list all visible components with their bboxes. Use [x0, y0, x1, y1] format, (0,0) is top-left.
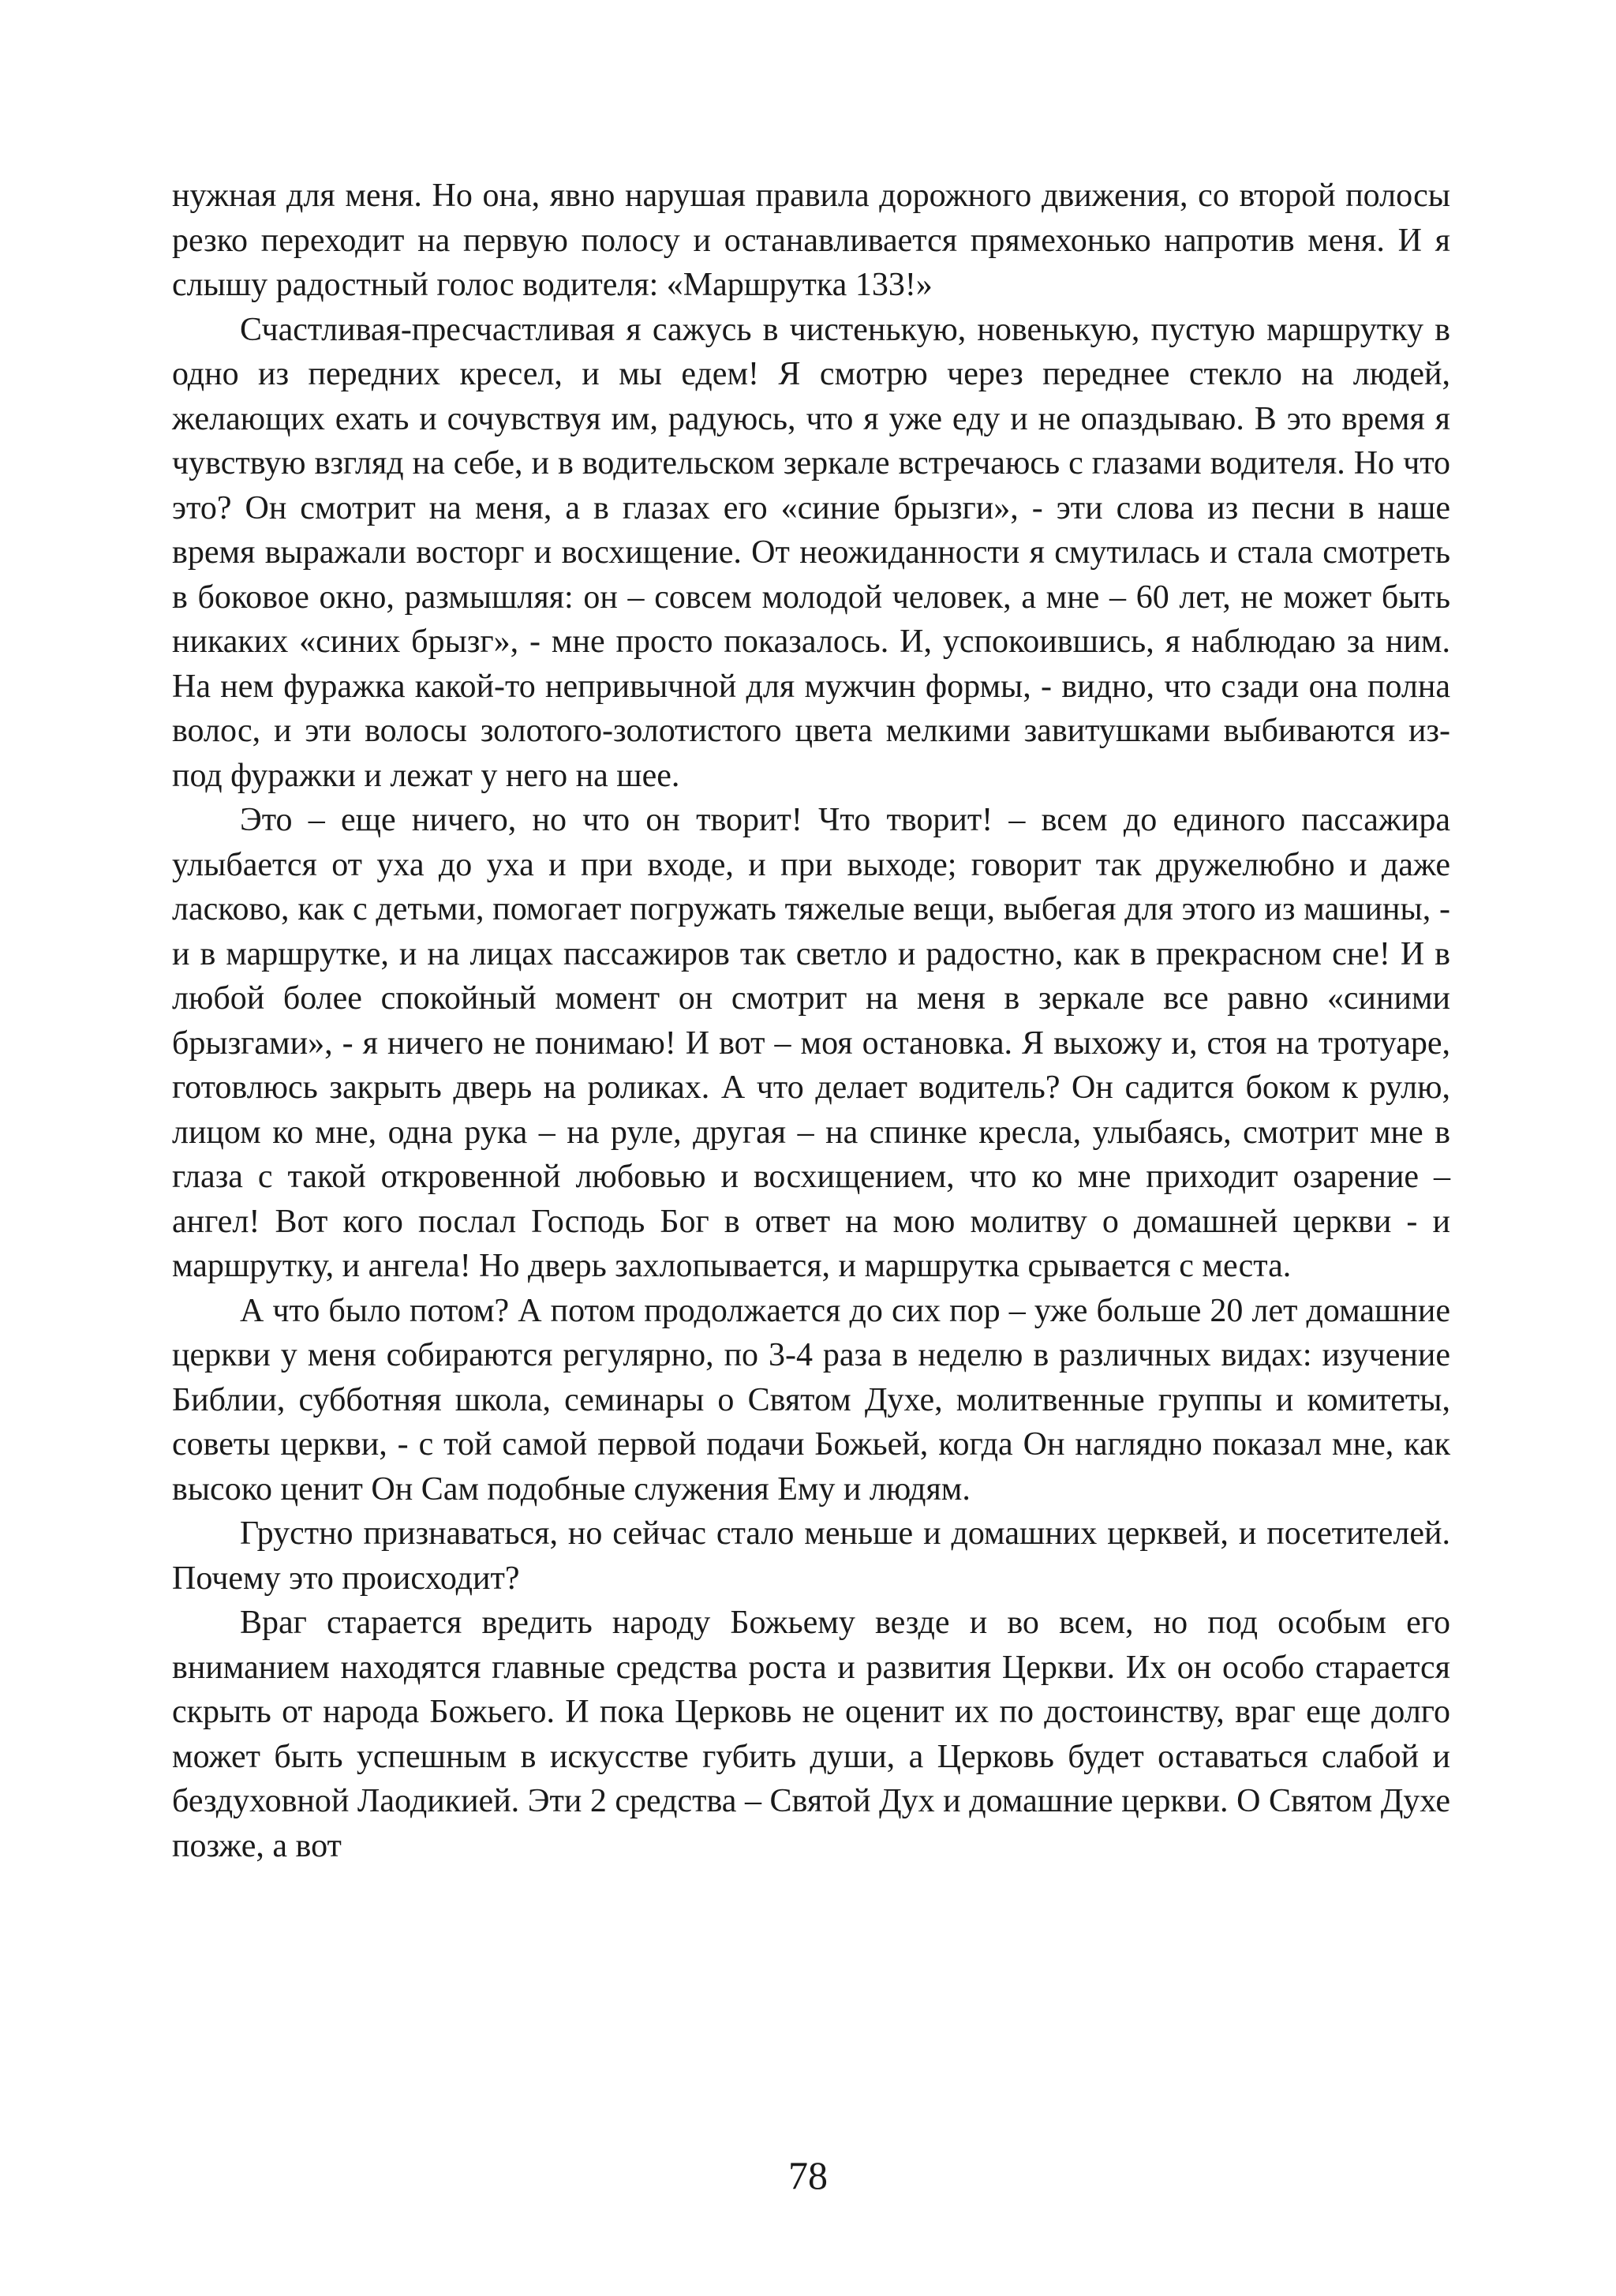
paragraph-2: Счастливая-пресчастливая я сажусь в чистенькую, новенькую, пустую маршрутку в одно из передних кресел, и мы едем! Я смотрю через переднее стекло на людей, желающих ехать и сочувствуя им, радуюсь, что я уже еду и не опаздываю. В это время я чувствую взгляд на себе, и в водительском зеркале встречаюсь с глазами водителя. Но что это? Он смотрит на меня, а в глазах его «синие брызги», - эти слова из песни в наше время выражали восторг и восхищение. От неожиданности я смутилась и стала смотреть в боковое окно, размышляя: он – совсем молодой человек, а мне – 60 лет, не может быть никаких «синих брызг», - мне просто показалось. И, успокоившись, я наблюдаю за ним. На нем фуражка какой-то непривычной для мужчин формы, - видно, что сзади она полна волос, и эти волосы золотого-золотистого цвета мелкими завитушками выбиваются из-под фуражки и лежат у него на шее.	[172, 311, 1450, 794]
page-body	[172, 174, 1450, 1868]
page-number: 78	[788, 2153, 828, 2197]
paragraph-6: Враг старается вредить народу Божьему везде и во всем, но под особым его вниманием находятся главные средства роста и развития Церкви. Их он особо старается скрыть от народа Божьего. И пока Церковь не оценит их по достоинству, враг еще долго может быть успешным в искусстве губить души, а Церковь будет оставаться слабой и бездуховной Лаодикией. Эти 2 средства – Святой Дух и домашние церкви. О Святом Духе позже, а вот	[172, 1605, 1450, 1864]
paragraph-4: А что было потом? А потом продолжается до сих пор – уже больше 20 лет домашние церкви у меня собираются регулярно, по 3-4 раза в неделю в различных видах: изучение Библии, субботняя школа, семинары о Святом Духе, молитвенные группы и комитеты, советы церкви, - с той самой первой подачи Божьей, когда Он наглядно показал мне, как высоко ценит Он Сам подобные служения Ему и людям.	[172, 1292, 1450, 1508]
paragraph-3: Это – еще ничего, но что он творит! Что творит! – всем до единого пассажира улыбается от уха до уха и при входе, и при выходе; говорит так дружелюбно и даже ласково, как с детьми, помогает погружать тяжелые вещи, выбегая для этого из машины, - и в маршрутке, и на лицах пассажиров так светло и радостно, как в прекрасном сне! И в любой более спокойный момент он смотрит на меня в зеркале все равно «синими брызгами», - я ничего не понимаю! И вот – моя остановка. Я выхожу и, стоя на тротуаре, готовлюсь закрыть дверь на роликах. А что делает водитель? Он садится боком к рулю, лицом ко мне, одна рука – на руле, другая – на спинке кресла, улыбаясь, смотрит мне в глаза с такой откровенной любовью и восхищением, что ко мне приходит озарение – ангел! Вот кого послал Господь Бог в ответ на мою молитву о домашней церкви - и маршрутку, и ангела! Но дверь захлопывается, и маршрутка срывается с места.	[172, 802, 1450, 1284]
paragraph-1: нужная для меня. Но она, явно нарушая правила дорожного движения, со второй полосы резко переходит на первую полосу и останавливается прямехонько напротив меня. И я слышу радостный голос водителя: «Маршрутка 133!»	[172, 178, 1450, 303]
paragraph-5: Грустно признаваться, но сейчас стало меньше и домашних церквей, и посетителей. Почему это происходит?	[172, 1515, 1450, 1597]
